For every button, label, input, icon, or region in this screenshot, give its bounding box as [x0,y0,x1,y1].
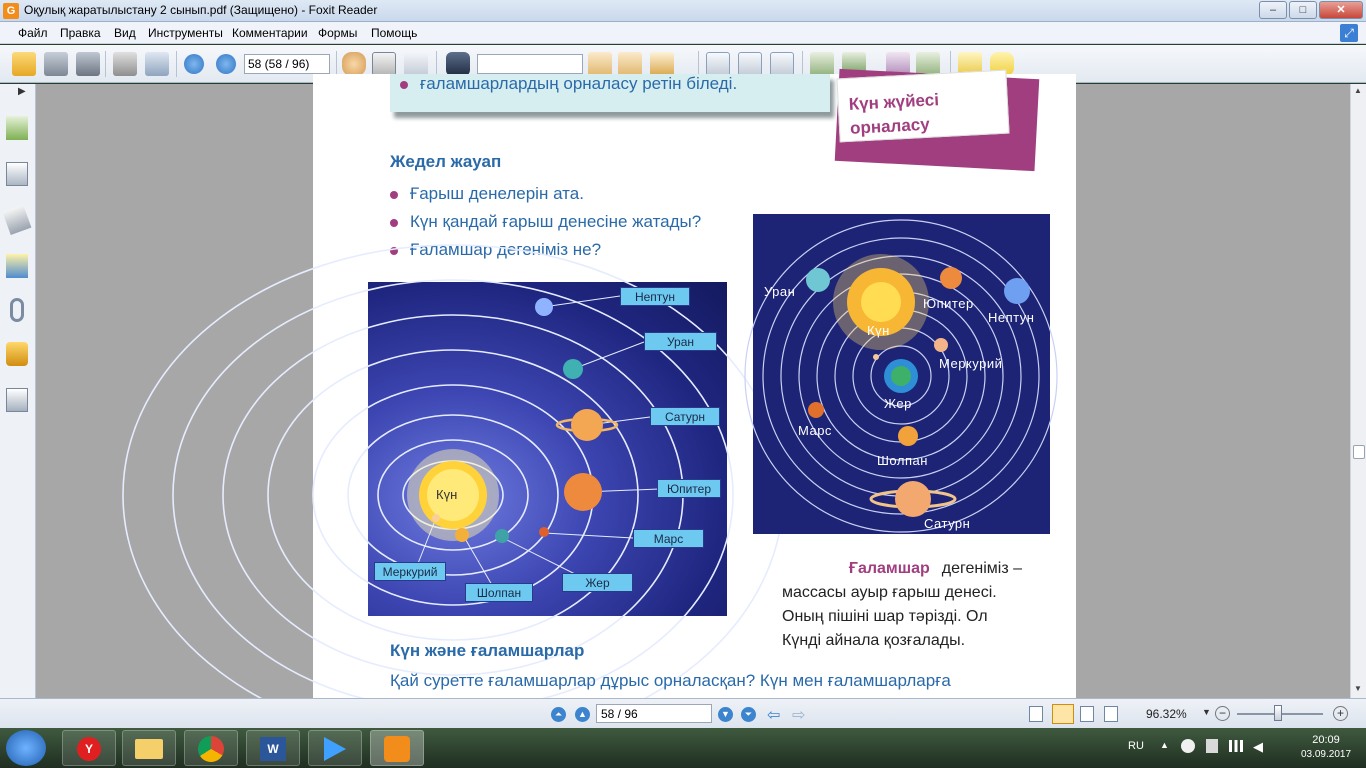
d2-label-mars: Марс [798,423,832,438]
comments-icon[interactable] [6,254,28,278]
solar-system-diagram-2 [753,214,1050,534]
definition-line2: массасы ауыр ғарыш денесі. [782,584,997,601]
prev-page-icon[interactable] [184,54,204,74]
pdf-page [313,74,1076,704]
pages-icon[interactable] [6,162,28,186]
signature-icon[interactable] [6,388,28,412]
definition-term: Ғаламшар [848,560,930,577]
next-page-status-icon[interactable]: ▼ [718,707,733,722]
scroll-up-icon[interactable]: ▲ [1354,86,1362,95]
scroll-down-icon[interactable]: ▼ [1354,684,1362,693]
taskbar-yandex[interactable] [62,730,116,766]
select-arrow-icon[interactable] [404,52,428,76]
toolbar-separator [176,51,177,77]
attachments-icon[interactable] [10,298,24,322]
definition-line1: дегеніміз – [941,560,1022,577]
definition-line3: Оның пішіні шар тәрізді. Ол [782,608,988,625]
language-indicator[interactable]: RU [1128,740,1144,752]
label-venus: Шолпан [465,583,533,602]
label-neptune: Нептун [620,287,690,306]
select-text-icon[interactable] [372,52,396,76]
d2-label-venus: Шолпан [877,453,928,468]
zoom-out-icon[interactable]: − [1215,706,1230,721]
d2-label-earth: Жер [884,396,912,411]
fit-page-icon[interactable] [738,52,762,76]
question-item: Ғаламшар дегеніміз не? [390,240,601,260]
actual-size-icon[interactable] [706,52,730,76]
tray-app-icon[interactable] [1181,739,1195,753]
close-button[interactable]: ✕ [1319,1,1363,19]
expand-icon[interactable]: ⤢ [1340,24,1358,42]
network-icon[interactable] [1229,740,1243,752]
navigation-sidebar [0,84,36,698]
taskbar-media[interactable] [308,730,362,766]
continuous-facing-icon[interactable] [1104,706,1118,722]
security-lock-icon[interactable] [6,342,28,366]
first-page-icon[interactable]: ⏶ [551,707,566,722]
d2-label-sun: Күн [867,323,890,338]
word-icon: W [260,737,286,761]
hand-tool-icon[interactable] [342,52,366,76]
section-heading: Күн және ғаламшарлар [390,641,585,660]
facing-pages-icon[interactable] [1080,706,1094,722]
yandex-icon: Y [77,737,101,761]
next-page-icon[interactable] [216,54,236,74]
question-item: Ғарыш денелерін ата. [390,184,584,204]
section-text: Қай суретте ғаламшарлар дұрыс орналасқан? Күн мен ғаламшарларға [390,671,951,690]
zoom-level[interactable]: 96.32% [1146,707,1187,721]
definition-line4: Күнді айнала қозғалады. [782,632,966,649]
tray-device-icon[interactable] [1206,739,1218,753]
label-mercury: Меркурий [374,562,446,581]
label-saturn: Сатурн [650,407,720,426]
folder-icon [135,739,163,759]
menu-tools[interactable]: Инструменты [148,26,223,40]
topic-tag-line1: Күн жүйесі [848,90,940,114]
d2-label-mercury: Меркурий [939,356,1003,371]
clock-time[interactable]: 20:09 [1312,734,1340,746]
find-input[interactable] [477,54,583,74]
tray-arrow-icon[interactable]: ▲ [1160,740,1169,750]
page-number-input[interactable]: 58 (58 / 96) [244,54,330,74]
label-earth: Жер [562,573,633,592]
window-title: Оқулық жаратылыстану 2 сынып.pdf (Защищено) - Foxit Reader [24,3,378,17]
single-page-icon[interactable] [1029,706,1043,722]
definition-block [782,557,1022,653]
zoom-in-icon[interactable]: + [1333,706,1348,721]
save-all-icon[interactable] [76,52,100,76]
d2-label-jupiter: Юпитер [923,296,974,311]
topic-tag-line2: орналасу [849,114,931,138]
taskbar-word[interactable] [246,730,300,766]
layers-icon[interactable] [3,205,32,235]
menu-file[interactable]: Файл [18,26,48,40]
last-page-icon[interactable]: ⏷ [741,707,756,722]
menu-help[interactable]: Помощь [371,26,418,40]
taskbar-explorer[interactable] [122,730,176,766]
menu-forms[interactable]: Формы [318,26,358,40]
menu-edit[interactable]: Правка [60,26,101,40]
clock-date[interactable]: 03.09.2017 [1300,749,1352,760]
back-icon[interactable]: ⇦ [767,707,781,724]
find-next-icon[interactable] [618,52,642,76]
scan-icon[interactable] [145,52,169,76]
taskbar-foxit[interactable] [370,730,424,766]
open-folder-icon[interactable] [12,52,36,76]
chrome-icon [198,736,224,762]
prev-page-status-icon[interactable]: ▲ [575,707,590,722]
zoom-slider-thumb[interactable] [1274,705,1282,721]
windows-taskbar [0,728,1366,768]
foxit-icon [384,736,410,762]
label-jupiter: Юпитер [657,479,721,498]
find-prev-icon[interactable] [588,52,612,76]
print-icon[interactable] [113,52,137,76]
start-button[interactable] [6,730,46,766]
toolbar-separator [105,51,106,77]
menu-comments[interactable]: Комментарии [232,26,308,40]
scroll-thumb[interactable] [1353,445,1365,459]
pdf-create-icon[interactable] [810,52,834,76]
orbits-svg-2 [753,214,1050,534]
d2-label-neptune: Нептун [988,310,1035,325]
topic-tag [836,70,1009,143]
document-canvas[interactable] [36,74,1350,698]
vertical-scrollbar[interactable] [1350,84,1366,698]
objectives-box [390,74,830,112]
title-bar [0,0,1366,22]
question-item: Күн қандай ғарыш денесіне жатады? [390,212,701,232]
status-bar [0,698,1366,728]
menu-view[interactable]: Вид [114,26,136,40]
forward-icon[interactable]: ⇨ [792,707,806,724]
objective-text: ғаламшарлардың орналасу ретін біледі. [420,74,738,93]
volume-icon[interactable]: ◀ [1253,739,1263,754]
maximize-button[interactable]: □ [1289,1,1317,19]
solar-system-diagram-1 [368,282,727,616]
d2-label-uranus: Уран [764,284,796,299]
save-icon[interactable] [44,52,68,76]
minimize-button[interactable]: – [1259,1,1287,19]
d2-label-saturn: Сатурн [924,516,971,531]
zoom-dropdown-icon[interactable]: ▼ [1202,707,1211,717]
search-options-icon[interactable] [650,52,674,76]
foxit-app-icon: G [3,3,19,19]
fit-width-icon[interactable] [770,52,794,76]
bookmarks-icon[interactable] [6,116,28,140]
label-mars: Марс [633,529,704,548]
taskbar-chrome[interactable] [184,730,238,766]
label-sun: Күн [436,487,458,502]
label-uranus: Уран [644,332,717,351]
play-icon [324,737,346,761]
binoculars-icon[interactable] [446,52,470,76]
status-page-input[interactable]: 58 / 96 [596,704,712,723]
continuous-page-icon[interactable] [1052,704,1074,724]
menu-bar [0,22,1366,44]
quick-answer-heading: Жедел жауап [390,152,502,171]
sidebar-expand-icon[interactable]: ▶ [18,86,26,97]
